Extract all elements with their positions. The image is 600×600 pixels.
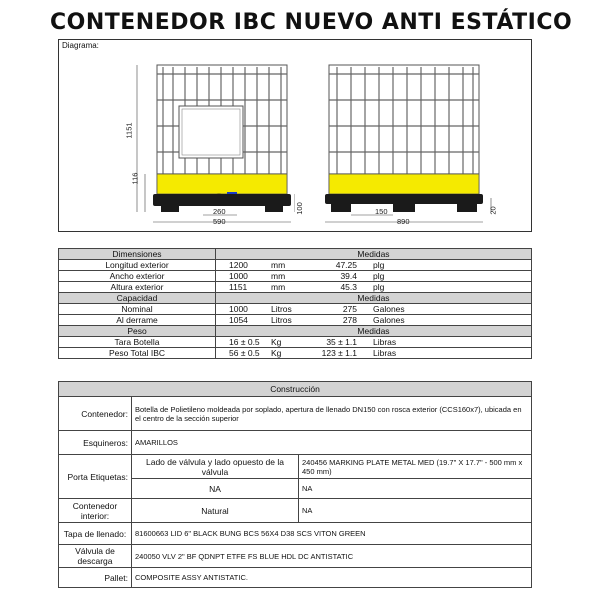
spec-unit-1: Litros <box>271 315 292 325</box>
spec-label: Tara Botella <box>59 337 216 348</box>
dim-front-width: 590 <box>213 217 226 226</box>
section-header-dimensiones <box>59 249 532 260</box>
spec-value-1: 16 ± 0.5 <box>229 337 260 347</box>
spec-row <box>59 315 532 326</box>
porta-sub2-label: NA <box>132 479 299 499</box>
ibc-side-view <box>321 62 501 232</box>
spec-unit-2: Libras <box>373 337 397 347</box>
spec-row <box>59 271 532 282</box>
pallet-value: COMPOSITE ASSY ANTISTATIC. <box>132 568 532 588</box>
spec-value-1: 1200 <box>229 260 248 270</box>
spec-value-1: 1000 <box>229 271 248 281</box>
spec-unit-2: Galones <box>373 304 405 314</box>
dim-side-width: 890 <box>397 217 410 226</box>
spec-unit-1: mm <box>271 271 286 281</box>
specs-table <box>58 248 532 359</box>
spec-value-2: 47.25 <box>335 260 357 270</box>
spec-label: Al derrame <box>59 315 216 326</box>
porta-sub2-value: NA <box>299 479 532 499</box>
spec-label: Peso Total IBC <box>59 348 216 359</box>
spec-row <box>59 337 532 348</box>
valvula-descarga-value: 240050 VLV 2" BF QDNPT ETFE FS BLUE HDL DC ANTISTATIC <box>132 545 532 568</box>
porta-etiquetas-label: Porta Etiquetas: <box>59 455 132 499</box>
dim-height: 1151 <box>124 122 134 139</box>
spec-unit-2: Libras <box>373 348 397 358</box>
spec-label: Ancho exterior <box>59 271 216 282</box>
spec-value-1: 1151 <box>229 282 248 292</box>
tapa-llenado-value: 81600663 LID 6" BLACK BUNG BCS 56X4 D38 SCS VITON GREEN <box>132 523 532 545</box>
spec-value-2: 39.4 <box>340 271 357 281</box>
spec-unit-1: Litros <box>271 304 292 314</box>
contenedor-value: Botella de Polietileno moldeada por soplado, apertura de llenado DN150 con rosca exterior (CCS160x7), ubicada en el centro de la sección superior <box>132 397 532 431</box>
diagram-label: Diagrama: <box>62 41 99 50</box>
spec-unit-2: plg <box>373 282 385 292</box>
spec-value-2: 45.3 <box>340 282 357 292</box>
spec-label: Nominal <box>59 304 216 315</box>
spec-unit-1: Kg <box>271 348 282 358</box>
construccion-table <box>58 381 532 588</box>
spec-value-2: 278 <box>342 315 357 325</box>
page-title: CONTENEDOR IBC NUEVO ANTI ESTÁTICO <box>50 10 573 35</box>
dim-pallet-height: 100 <box>294 202 304 215</box>
spec-unit-1: mm <box>271 260 286 270</box>
spec-value-2: 35 ± 1.1 <box>326 337 357 347</box>
spec-row <box>59 282 532 293</box>
medidas-header: Medidas <box>216 293 532 304</box>
spec-unit-2: plg <box>373 260 385 270</box>
section-header-capacidad <box>59 293 532 304</box>
section-title: Dimensiones <box>59 249 216 260</box>
section-header-peso <box>59 326 532 337</box>
medidas-header: Medidas <box>216 326 532 337</box>
dim-front-span: 260 <box>213 207 226 216</box>
spec-label: Longitud exterior <box>59 260 216 271</box>
contenedor-interior-value: NA <box>299 499 532 523</box>
valvula-descarga-label: Válvula de descarga <box>59 545 132 568</box>
dim-side-pallet: 20 <box>488 206 498 215</box>
spec-value-1: 56 ± 0.5 <box>229 348 260 358</box>
pallet-label: Pallet: <box>59 568 132 588</box>
construccion-title: Construcción <box>59 382 532 397</box>
spec-unit-2: plg <box>373 271 385 281</box>
spec-label: Altura exterior <box>59 282 216 293</box>
spec-unit-1: mm <box>271 282 286 292</box>
ibc-front-view <box>115 62 295 232</box>
contenedor-label: Contenedor: <box>59 397 132 431</box>
spec-value-1: 1054 <box>229 315 248 325</box>
spec-value-2: 275 <box>342 304 357 314</box>
porta-sub1-label: Lado de válvula y lado opuesto de la válvula <box>132 455 299 479</box>
esquineros-value: AMARILLOS <box>132 431 532 455</box>
section-title: Capacidad <box>59 293 216 304</box>
porta-sub1-value: 240456 MARKING PLATE METAL MED (19.7" X 17.7" - 500 mm x 450 mm) <box>299 455 532 479</box>
spec-unit-1: Kg <box>271 337 282 347</box>
spec-row <box>59 348 532 359</box>
dim-side-span: 150 <box>375 207 388 216</box>
contenedor-interior-label: Contenedor interior: <box>59 499 132 523</box>
spec-value-1: 1000 <box>229 304 248 314</box>
spec-row <box>59 260 532 271</box>
section-title: Peso <box>59 326 216 337</box>
tapa-llenado-label: Tapa de llenado: <box>59 523 132 545</box>
spec-row <box>59 304 532 315</box>
diagram-panel <box>58 39 532 232</box>
contenedor-interior-sub: Natural <box>132 499 299 523</box>
spec-unit-2: Galones <box>373 315 405 325</box>
dim-base-height: 116 <box>130 172 140 185</box>
spec-value-2: 123 ± 1.1 <box>321 348 357 358</box>
esquineros-label: Esquineros: <box>59 431 132 455</box>
medidas-header: Medidas <box>216 249 532 260</box>
